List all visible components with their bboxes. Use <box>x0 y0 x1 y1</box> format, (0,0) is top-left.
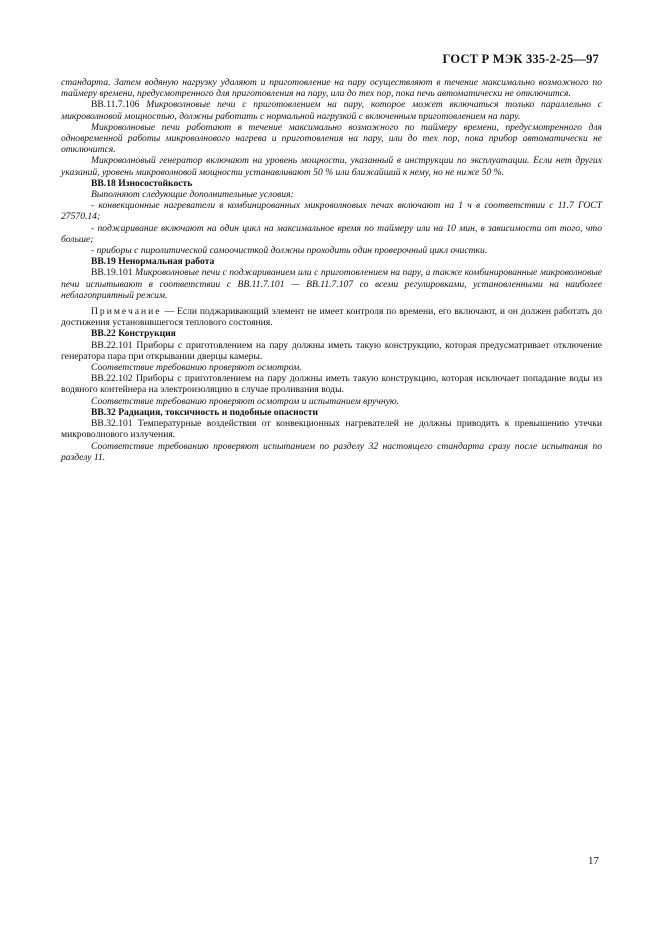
paragraph-text: - конвекционные нагреватели в комбинированных микроволновых печах включают на 1 ч в соответствии с 11.7 ГОСТ 27570.14; <box>61 200 602 223</box>
paragraph-text: Выполняют следующие дополнительные условия: <box>91 189 294 201</box>
paragraph-text: — Если поджаривающий элемент не имеет контроля по времени, его включают, и он должен работать до достижения установившегося теплового состояния. <box>61 306 602 329</box>
paragraph-text: стандарта. Затем водяную нагрузку удаляют и приготовление на пару осуществляют в течение максимально возможного по таймеру времени, предусмотренного для приготовления на пару, или до тех пор, пока печь автоматически не отключится. <box>61 77 602 100</box>
note-label: Примечание <box>91 306 162 318</box>
paragraph <box>61 373 602 395</box>
section-heading: ВВ.32 Радиация, токсичность и подобные опасности <box>91 406 318 418</box>
paragraph <box>61 189 602 200</box>
paragraph <box>61 200 602 222</box>
paragraph <box>61 223 602 245</box>
paragraph-text: - приборы с пиролитической самоочисткой должны проходить один проверочный цикл очистки. <box>91 245 488 257</box>
paragraph <box>61 99 602 121</box>
section-heading: ВВ.19 Ненормальная работа <box>91 256 215 268</box>
paragraph-text: Микроволновый генератор включают на уровень мощности, указанный в инструкции по эксплуатации. Если нет других указаний, уровень микроволновой мощности устанавливают 50 % или ближайший к нему, но не ниже 50 %. <box>61 155 602 178</box>
paragraph <box>61 77 602 99</box>
paragraph-text: ВВ.22.101 Приборы с приготовлением на пару должны иметь такую конструкцию, которая предусматривает отключение генератора пара при открывании дверцы камеры. <box>61 339 602 362</box>
paragraph-text: Микроволновые печи с поджариванием или с приготовлением на пару, а также комбинированные микроволновые печи испытывают в соответствии с ВВ.11.7.101 — ВВ.11.7.107 со всеми регулировками, установленными на наиболее неблагоприятный режим. <box>61 267 603 301</box>
paragraph-text: Соответствие требованию проверяют осмотром. <box>91 362 302 374</box>
paragraph <box>61 245 602 256</box>
paragraph <box>61 340 602 362</box>
paragraph <box>61 155 602 177</box>
document-body <box>61 77 602 463</box>
paragraph-text: ВВ.22.102 Приборы с приготовлением на пару должны иметь такую конструкцию, которая исключает попадание воды из водяного контейнера на электроизоляцию в случае проливания воды. <box>61 373 602 396</box>
paragraph-text: Микроволновые печи работают в течение максимально возможного по таймеру времени, предусмотренного для одновременной работы микроволнового нагрева и приготовления на пару, или до тех пор, пока прибор автоматически не отключится. <box>61 121 602 156</box>
paragraph-text: Соответствие требованию проверяют осмотром и испытанием вручную. <box>91 395 400 407</box>
paragraph-text: Микроволновые печи с приготовлением на пару, которое может включаться только параллельно с микроволновой мощностью, должны работать с нормальной нагрузкой с включенным приготовлением на пару. <box>61 99 602 122</box>
paragraph-text: Соответствие требованию проверяют испытанием по разделу 32 настоящего стандарта сразу после испытания по разделу 11. <box>61 440 602 463</box>
page-number: 17 <box>588 855 599 867</box>
paragraph <box>61 418 602 440</box>
paragraph-text: - поджаривание включают на один цикл на максимальное время по таймеру или на 10 мин, в зависимости от того, что больше; <box>61 222 602 245</box>
paragraph <box>61 306 602 328</box>
document-header: ГОСТ Р МЭК 335-2-25—97 <box>442 52 599 66</box>
paragraph <box>61 267 602 301</box>
paragraph-text: ВВ.32.101 Температурные воздействия от конвекционных нагревателей не должны приводить к превышению утечки микроволнового излучения. <box>61 418 602 441</box>
clause-number: ВВ.11.7.106 <box>91 99 140 111</box>
section-heading: ВВ.18 Износостойкость <box>91 177 193 189</box>
paragraph <box>61 396 602 407</box>
section-heading: ВВ.22 Конструкция <box>91 328 176 340</box>
paragraph <box>61 362 602 373</box>
clause-number: ВВ.19.101 <box>91 267 133 279</box>
paragraph <box>61 122 602 156</box>
paragraph <box>61 441 602 463</box>
